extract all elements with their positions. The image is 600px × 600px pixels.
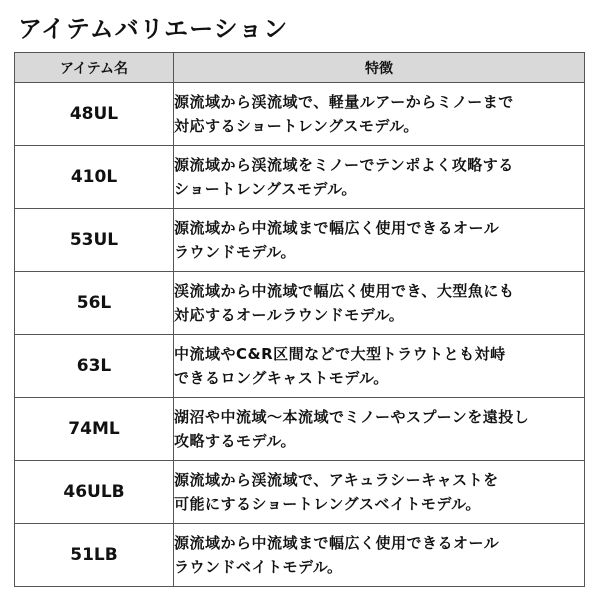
description-line: ラウンドモデル。 (174, 243, 297, 261)
item-description (174, 524, 585, 587)
table-row (15, 524, 585, 587)
item-description (174, 461, 585, 524)
item-description (174, 83, 585, 146)
description-line: 源流域から中流域まで幅広く使用できるオール (174, 219, 500, 237)
description-line: 対応するショートレングスモデル。 (174, 117, 419, 135)
item-name: 48UL (15, 83, 174, 146)
description-line: ラウンドベイトモデル。 (174, 558, 343, 576)
description-line: 攻略するモデル。 (174, 432, 297, 450)
item-description (174, 335, 585, 398)
description-line: 源流域から中流域まで幅広く使用できるオール (174, 534, 500, 552)
item-description (174, 272, 585, 335)
header-features: 特徴 (174, 53, 585, 83)
description-line: 中流域やC&R区間などで大型トラウトとも対峙 (174, 345, 506, 363)
table-row (15, 272, 585, 335)
table-row (15, 146, 585, 209)
description-line: 湖沼や中流域～本流域でミノーやスプーンを遠投し (174, 408, 530, 426)
page-title: アイテムバリエーション (18, 15, 289, 43)
table-row (15, 461, 585, 524)
item-name: 63L (15, 335, 174, 398)
table-row (15, 398, 585, 461)
item-name: 51LB (15, 524, 174, 587)
description-line: 渓流域から中流域で幅広く使用でき、大型魚にも (174, 282, 515, 300)
table-row (15, 335, 585, 398)
description-line: 対応するオールラウンドモデル。 (174, 306, 405, 324)
item-name: 53UL (15, 209, 174, 272)
item-description (174, 146, 585, 209)
description-line: できるロングキャストモデル。 (174, 369, 389, 387)
item-name: 410L (15, 146, 174, 209)
item-variation-table (14, 52, 585, 587)
description-line: 源流域から渓流域で、アキュラシーキャストを (174, 471, 499, 489)
table-row (15, 83, 585, 146)
description-line: 源流域から渓流域をミノーでテンポよく攻略する (174, 156, 514, 174)
item-description (174, 209, 585, 272)
item-name: 56L (15, 272, 174, 335)
header-item-name: アイテム名 (15, 53, 174, 83)
table-header-row (15, 53, 585, 83)
description-line: 源流域から渓流域で、軽量ルアーからミノーまで (174, 93, 514, 111)
description-line: 可能にするショートレングスベイトモデル。 (174, 495, 481, 513)
description-line: ショートレングスモデル。 (174, 180, 357, 198)
table-row (15, 209, 585, 272)
item-description (174, 398, 585, 461)
item-name: 74ML (15, 398, 174, 461)
item-name: 46ULB (15, 461, 174, 524)
